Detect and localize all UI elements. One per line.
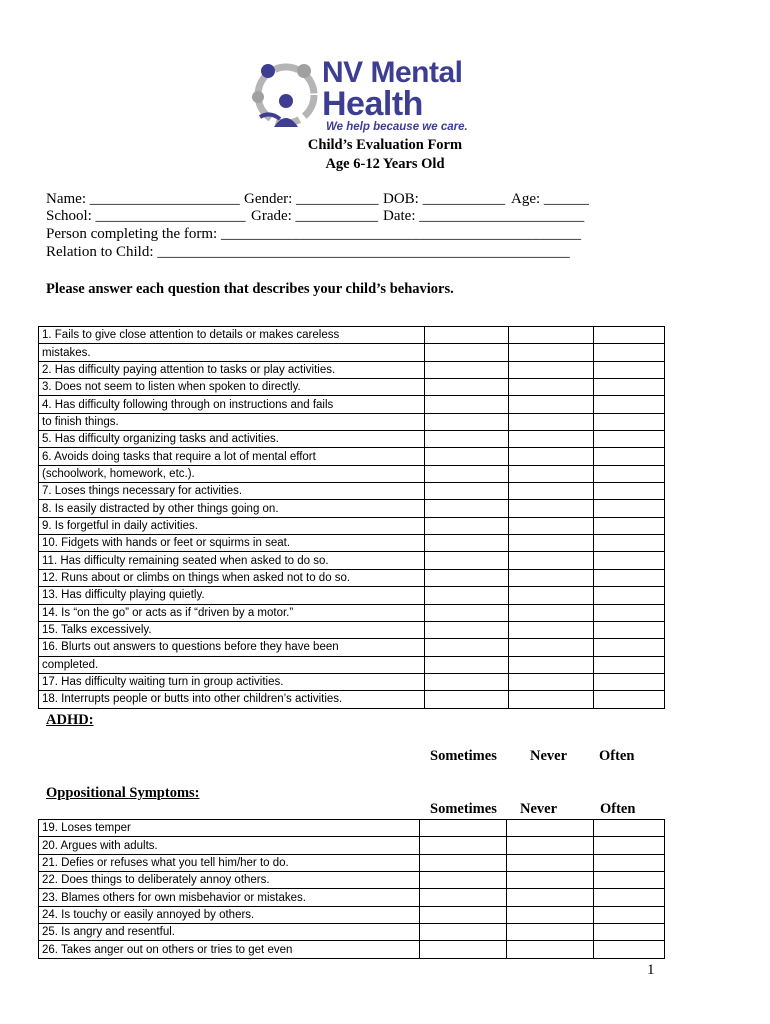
adhd-row — [39, 327, 665, 344]
adhd-question-text: 15. Talks excessively. — [39, 621, 425, 638]
adhd-col-often: Often — [599, 748, 635, 764]
adhd-answer-often-cell[interactable] — [594, 327, 665, 344]
adhd-question-text: 2. Has difficulty paying attention to tasks or play activities. — [39, 361, 425, 378]
adhd-answer-sometimes-cell[interactable] — [425, 691, 509, 708]
adhd-row — [39, 552, 665, 569]
adhd-question-text: 5. Has difficulty organizing tasks and activities. — [39, 431, 425, 448]
adhd-row — [39, 413, 665, 430]
adhd-answer-never-cell[interactable] — [509, 379, 594, 396]
odd-col-never: Never — [520, 801, 558, 817]
odd-question-text: 23. Blames others for own misbehavior or mistakes. — [39, 889, 420, 906]
adhd-answer-sometimes-cell[interactable] — [425, 361, 509, 378]
odd-col-sometimes: Sometimes — [430, 801, 497, 817]
adhd-answer-often-cell[interactable] — [594, 552, 665, 569]
adhd-row — [39, 517, 665, 534]
odd-answer-often-cell[interactable] — [594, 941, 665, 958]
adhd-row — [39, 465, 665, 482]
adhd-answer-never-cell[interactable] — [509, 517, 594, 534]
odd-answer-never-cell[interactable] — [507, 906, 594, 923]
adhd-question-text: 17. Has difficulty waiting turn in group activities. — [39, 673, 425, 690]
adhd-question-text: 7. Loses things necessary for activities. — [39, 483, 425, 500]
adhd-answer-sometimes-cell[interactable] — [425, 656, 509, 673]
adhd-answer-often-cell[interactable] — [594, 639, 665, 656]
logo-text-line1: NV Mental — [322, 56, 463, 89]
adhd-answer-never-cell[interactable] — [509, 691, 594, 708]
adhd-answer-sometimes-cell[interactable] — [425, 483, 509, 500]
adhd-answer-often-cell[interactable] — [594, 587, 665, 604]
odd-answer-often-cell[interactable] — [594, 889, 665, 906]
adhd-col-never: Never — [530, 748, 568, 764]
odd-answer-often-cell[interactable] — [594, 854, 665, 871]
odd-row — [39, 906, 665, 923]
adhd-answer-often-cell[interactable] — [594, 500, 665, 517]
adhd-answer-sometimes-cell[interactable] — [425, 535, 509, 552]
odd-question-text: 21. Defies or refuses what you tell him/her to do. — [39, 854, 420, 871]
adhd-answer-often-cell[interactable] — [594, 431, 665, 448]
adhd-row — [39, 673, 665, 690]
adhd-answer-sometimes-cell[interactable] — [425, 673, 509, 690]
adhd-answer-often-cell[interactable] — [594, 656, 665, 673]
odd-answer-often-cell[interactable] — [594, 820, 665, 837]
nv-mental-health-logo — [246, 57, 486, 137]
adhd-answer-never-cell[interactable] — [509, 604, 594, 621]
adhd-question-text: (schoolwork, homework, etc.). — [39, 465, 425, 482]
adhd-answer-never-cell[interactable] — [509, 673, 594, 690]
adhd-answer-often-cell[interactable] — [594, 535, 665, 552]
logo-mark-icon — [246, 57, 326, 137]
adhd-question-text: to finish things. — [39, 413, 425, 430]
odd-answer-often-cell[interactable] — [594, 872, 665, 889]
odd-row — [39, 872, 665, 889]
adhd-answer-sometimes-cell[interactable] — [425, 344, 509, 361]
adhd-answer-never-cell[interactable] — [509, 327, 594, 344]
adhd-answer-never-cell[interactable] — [509, 465, 594, 482]
adhd-answer-never-cell[interactable] — [509, 483, 594, 500]
odd-answer-sometimes-cell[interactable] — [420, 941, 507, 958]
adhd-answer-often-cell[interactable] — [594, 413, 665, 430]
adhd-answer-sometimes-cell[interactable] — [425, 517, 509, 534]
adhd-answer-never-cell[interactable] — [509, 535, 594, 552]
adhd-question-text: 9. Is forgetful in daily activities. — [39, 517, 425, 534]
adhd-answer-sometimes-cell[interactable] — [425, 604, 509, 621]
odd-answer-sometimes-cell[interactable] — [420, 872, 507, 889]
adhd-answer-never-cell[interactable] — [509, 621, 594, 638]
adhd-answer-never-cell[interactable] — [509, 361, 594, 378]
odd-answer-sometimes-cell[interactable] — [420, 906, 507, 923]
name-field[interactable]: Name: ____________________ — [46, 191, 240, 207]
odd-question-text: 24. Is touchy or easily annoyed by others. — [39, 906, 420, 923]
adhd-answer-sometimes-cell[interactable] — [425, 431, 509, 448]
adhd-answer-often-cell[interactable] — [594, 344, 665, 361]
adhd-answer-often-cell[interactable] — [594, 448, 665, 465]
odd-question-text: 20. Argues with adults. — [39, 837, 420, 854]
adhd-row — [39, 344, 665, 361]
adhd-question-text: 8. Is easily distracted by other things going on. — [39, 500, 425, 517]
adhd-answer-sometimes-cell[interactable] — [425, 639, 509, 656]
age-field[interactable]: Age: ______ — [511, 191, 589, 207]
odd-row — [39, 854, 665, 871]
page-number: 1 — [647, 962, 655, 978]
adhd-answer-sometimes-cell[interactable] — [425, 500, 509, 517]
odd-row — [39, 820, 665, 837]
adhd-answer-sometimes-cell[interactable] — [425, 327, 509, 344]
oppositional-table — [38, 819, 665, 959]
relation-field[interactable]: Relation to Child: _______________________________________________________ — [46, 244, 570, 260]
adhd-answer-never-cell[interactable] — [509, 344, 594, 361]
adhd-answer-never-cell[interactable] — [509, 448, 594, 465]
adhd-answer-sometimes-cell[interactable] — [425, 465, 509, 482]
adhd-row — [39, 535, 665, 552]
adhd-question-text: mistakes. — [39, 344, 425, 361]
adhd-answer-sometimes-cell[interactable] — [425, 621, 509, 638]
adhd-row — [39, 431, 665, 448]
gender-field[interactable]: Gender: ___________ — [244, 191, 379, 207]
school-field[interactable]: School: ____________________ — [46, 208, 246, 224]
odd-answer-sometimes-cell[interactable] — [420, 889, 507, 906]
adhd-answer-never-cell[interactable] — [509, 396, 594, 413]
dob-field[interactable]: DOB: ___________ — [383, 191, 506, 207]
adhd-answer-sometimes-cell[interactable] — [425, 587, 509, 604]
odd-answer-never-cell[interactable] — [507, 872, 594, 889]
adhd-answer-often-cell[interactable] — [594, 379, 665, 396]
adhd-answer-sometimes-cell[interactable] — [425, 552, 509, 569]
adhd-row — [39, 639, 665, 656]
odd-row — [39, 924, 665, 941]
oppositional-heading: Oppositional Symptoms: — [46, 785, 200, 801]
adhd-question-text: 4. Has difficulty following through on instructions and fails — [39, 396, 425, 413]
adhd-row — [39, 483, 665, 500]
odd-answer-sometimes-cell[interactable] — [420, 924, 507, 941]
odd-question-text: 19. Loses temper — [39, 820, 420, 837]
odd-answer-sometimes-cell[interactable] — [420, 854, 507, 871]
odd-question-text: 22. Does things to deliberately annoy others. — [39, 872, 420, 889]
adhd-answer-never-cell[interactable] — [509, 431, 594, 448]
adhd-question-text: 14. Is “on the go” or acts as if “driven by a motor.” — [39, 604, 425, 621]
adhd-row — [39, 361, 665, 378]
adhd-question-text: 10. Fidgets with hands or feet or squirms in seat. — [39, 535, 425, 552]
odd-row — [39, 941, 665, 958]
adhd-row — [39, 621, 665, 638]
adhd-answer-never-cell[interactable] — [509, 639, 594, 656]
adhd-answer-never-cell[interactable] — [509, 500, 594, 517]
odd-answer-never-cell[interactable] — [507, 820, 594, 837]
adhd-answer-never-cell[interactable] — [509, 656, 594, 673]
adhd-answer-often-cell[interactable] — [594, 517, 665, 534]
form-title: Child’s Evaluation Form — [307, 137, 463, 153]
odd-answer-never-cell[interactable] — [507, 941, 594, 958]
odd-answer-sometimes-cell[interactable] — [420, 837, 507, 854]
adhd-answer-sometimes-cell[interactable] — [425, 413, 509, 430]
adhd-row — [39, 656, 665, 673]
odd-col-often: Often — [600, 801, 636, 817]
odd-answer-sometimes-cell[interactable] — [420, 820, 507, 837]
adhd-answer-never-cell[interactable] — [509, 587, 594, 604]
adhd-row — [39, 500, 665, 517]
person-completing-field[interactable]: Person completing the form: ________________________________________________ — [46, 226, 581, 242]
adhd-question-text: 13. Has difficulty playing quietly. — [39, 587, 425, 604]
adhd-answer-often-cell[interactable] — [594, 604, 665, 621]
adhd-col-sometimes: Sometimes — [430, 748, 497, 764]
adhd-answer-sometimes-cell[interactable] — [425, 379, 509, 396]
odd-answer-never-cell[interactable] — [507, 854, 594, 871]
date-field[interactable]: Date: ______________________ — [383, 208, 585, 224]
adhd-row — [39, 448, 665, 465]
adhd-answer-sometimes-cell[interactable] — [425, 569, 509, 586]
adhd-answer-often-cell[interactable] — [594, 396, 665, 413]
adhd-answer-often-cell[interactable] — [594, 465, 665, 482]
odd-answer-often-cell[interactable] — [594, 906, 665, 923]
odd-row — [39, 889, 665, 906]
adhd-row — [39, 569, 665, 586]
instruction-text: Please answer each question that describes your child’s behaviors. — [46, 281, 454, 297]
adhd-table — [38, 326, 665, 709]
odd-question-text: 25. Is angry and resentful. — [39, 924, 420, 941]
adhd-answer-often-cell[interactable] — [594, 569, 665, 586]
logo-text-line2: Health — [322, 85, 423, 123]
adhd-row — [39, 396, 665, 413]
adhd-question-text: 1. Fails to give close attention to details or makes careless — [39, 327, 425, 344]
adhd-question-text: completed. — [39, 656, 425, 673]
adhd-question-text: 12. Runs about or climbs on things when asked not to do so. — [39, 569, 425, 586]
adhd-answer-never-cell[interactable] — [509, 413, 594, 430]
grade-field[interactable]: Grade: ___________ — [251, 208, 379, 224]
adhd-answer-sometimes-cell[interactable] — [425, 396, 509, 413]
adhd-answer-often-cell[interactable] — [594, 691, 665, 708]
adhd-question-text: 16. Blurts out answers to questions before they have been — [39, 639, 425, 656]
odd-answer-never-cell[interactable] — [507, 837, 594, 854]
adhd-heading: ADHD: — [46, 712, 94, 728]
odd-answer-often-cell[interactable] — [594, 924, 665, 941]
adhd-question-text: 6. Avoids doing tasks that require a lot of mental effort — [39, 448, 425, 465]
adhd-question-text: 3. Does not seem to listen when spoken to directly. — [39, 379, 425, 396]
adhd-row — [39, 379, 665, 396]
form-subtitle: Age 6-12 Years Old — [325, 156, 445, 172]
logo-tagline: We help because we care. — [326, 121, 468, 133]
adhd-row — [39, 604, 665, 621]
adhd-answer-often-cell[interactable] — [594, 621, 665, 638]
adhd-answer-sometimes-cell[interactable] — [425, 448, 509, 465]
adhd-row — [39, 587, 665, 604]
odd-answer-often-cell[interactable] — [594, 837, 665, 854]
adhd-row — [39, 691, 665, 708]
adhd-answer-never-cell[interactable] — [509, 552, 594, 569]
adhd-answer-never-cell[interactable] — [509, 569, 594, 586]
adhd-answer-often-cell[interactable] — [594, 483, 665, 500]
odd-row — [39, 837, 665, 854]
adhd-question-text: 11. Has difficulty remaining seated when asked to do so. — [39, 552, 425, 569]
odd-answer-never-cell[interactable] — [507, 889, 594, 906]
odd-question-text: 26. Takes anger out on others or tries to get even — [39, 941, 420, 958]
odd-answer-never-cell[interactable] — [507, 924, 594, 941]
adhd-answer-often-cell[interactable] — [594, 673, 665, 690]
adhd-question-text: 18. Interrupts people or butts into other children’s activities. — [39, 691, 425, 708]
adhd-answer-often-cell[interactable] — [594, 361, 665, 378]
